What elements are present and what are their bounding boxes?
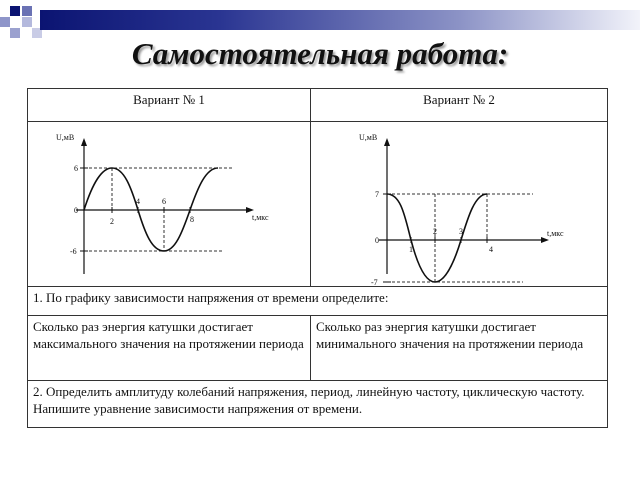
x-tick-label-6: 6 — [162, 197, 166, 206]
decor-square — [22, 6, 32, 16]
voltage-curve — [387, 194, 487, 282]
y-zero-label: 0 — [375, 236, 379, 245]
x-tick-label-2: 2 — [110, 217, 114, 226]
decor-square — [10, 6, 20, 16]
y-min-label: -7 — [371, 278, 378, 286]
voltage-graph-variant1 — [28, 122, 311, 286]
y-max-label: 6 — [74, 164, 78, 173]
assignment-table — [27, 88, 608, 428]
decor-square — [0, 17, 10, 27]
x-tick-label-4: 4 — [136, 197, 140, 206]
x-axis-label: t,мкс — [547, 229, 564, 238]
y-min-label: -6 — [70, 247, 77, 256]
y-axis-arrow — [81, 138, 87, 146]
x-tick-label-2: 2 — [433, 227, 437, 236]
question-1: 1. По графику зависимости напряжения от времени определите: — [28, 287, 608, 316]
x-axis-label: t,мкс — [252, 213, 269, 222]
x-tick-label-3: 3 — [459, 227, 463, 236]
variant2-subquestion: Сколько раз энергия катушки достигает минимального значения на протяжении периода — [311, 316, 608, 381]
variant2-header: Вариант № 2 — [311, 89, 608, 122]
x-tick-label-8: 8 — [190, 215, 194, 224]
variant2-graph-cell — [311, 122, 608, 287]
variant1-subquestion: Сколько раз энергия катушки достигает максимального значения на протяжении периода — [28, 316, 311, 381]
y-axis-label: U,мВ — [359, 133, 378, 142]
decor-square — [22, 17, 32, 27]
variant1-graph-cell — [28, 122, 311, 287]
y-zero-label: 0 — [74, 206, 78, 215]
question-2: 2. Определить амплитуду колебаний напряжения, период, линейную частоту, циклическую частоту. Напишите уравнение зависимости напряжения от времени. — [28, 381, 608, 428]
voltage-graph-variant2 — [311, 122, 608, 286]
y-max-label: 7 — [375, 190, 379, 199]
header-bar — [40, 10, 640, 30]
page-title: Самостоятельная работа: — [131, 36, 509, 71]
y-axis-arrow — [384, 138, 390, 146]
x-tick-label-1: 1 — [409, 245, 413, 254]
variant1-header: Вариант № 1 — [28, 89, 311, 122]
y-axis-label: U,мВ — [56, 133, 75, 142]
x-tick-label-4: 4 — [489, 245, 493, 254]
